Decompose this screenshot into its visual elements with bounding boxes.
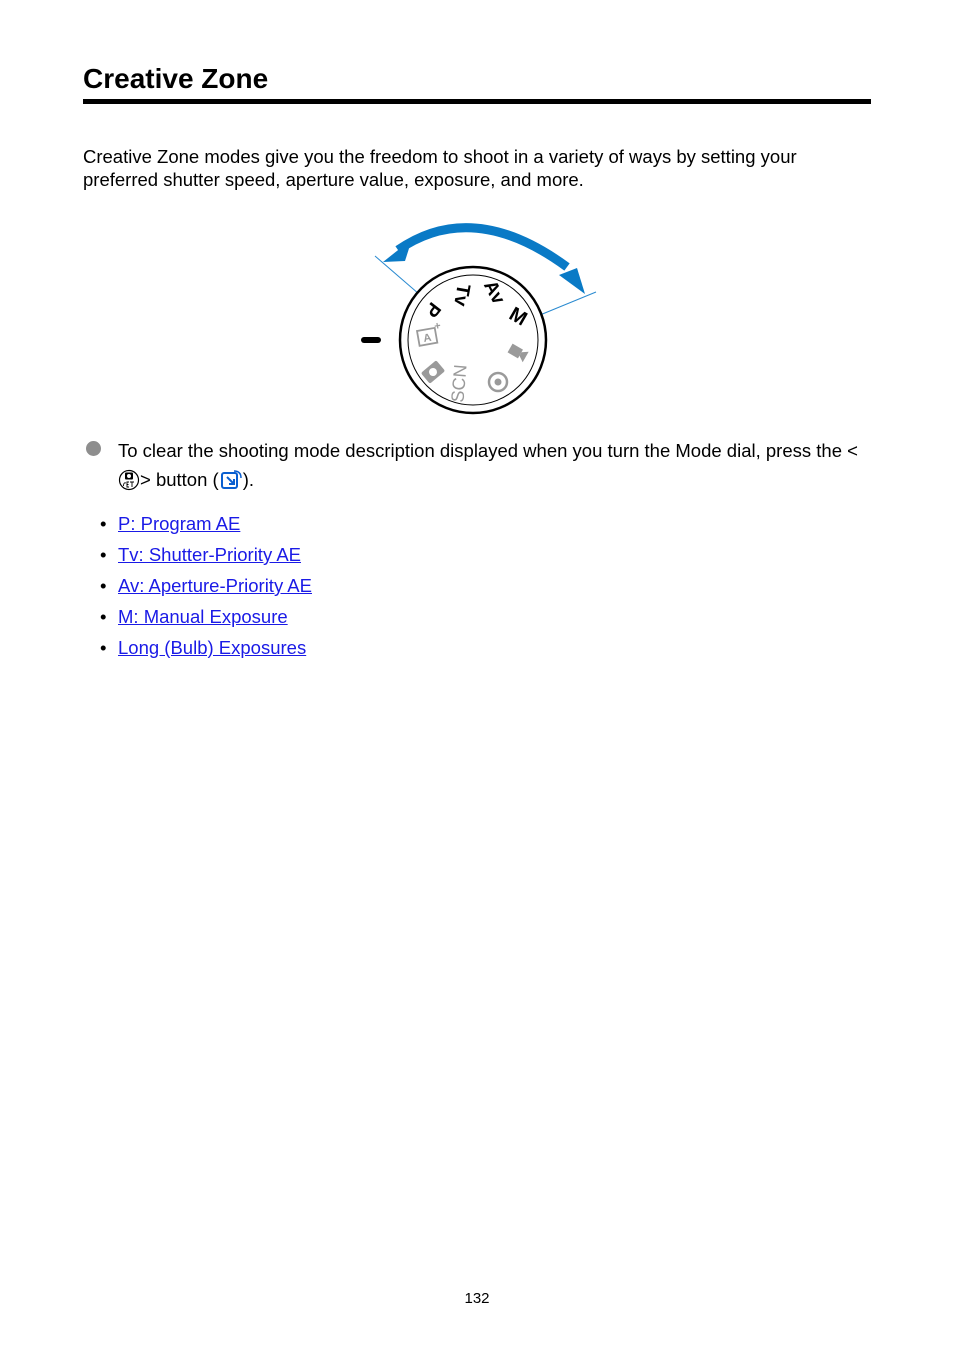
svg-text:+: + [433, 319, 442, 333]
link-aperture-priority-ae[interactable]: Av: Aperture-Priority AE [118, 575, 312, 596]
page-number: 132 [464, 1290, 490, 1307]
list-bullet: • [100, 544, 107, 565]
list-bullet: • [100, 637, 107, 658]
link-long-bulb-exposures[interactable]: Long (Bulb) Exposures [118, 637, 307, 658]
dial-mode-m: M [505, 303, 531, 331]
link-program-ae[interactable]: P: Program AE [118, 513, 241, 534]
arrow-head-right [559, 268, 585, 294]
list-item [100, 510, 312, 541]
list-bullet: • [100, 575, 107, 596]
mode-dial-illustration [355, 212, 605, 418]
list-item [100, 541, 312, 572]
list-item [100, 634, 312, 665]
rotation-arrow-icon [398, 228, 567, 267]
note-bullet [86, 441, 101, 456]
list-bullet: • [100, 606, 107, 627]
list-item [100, 572, 312, 603]
note-text-before: To clear the shooting mode description displayed when you turn the Mode dial, press the < [118, 440, 858, 461]
dial-mode-p: P [420, 297, 445, 321]
note-item [83, 436, 873, 494]
range-line-right [540, 292, 596, 315]
title-rule [83, 99, 871, 104]
q-set-button-icon [118, 469, 140, 491]
dial-index-mark [361, 337, 381, 343]
intro-paragraph: Creative Zone modes give you the freedom to shoot in a variety of ways by setting your preferred shutter speed, aperture value, exposure, and more. [83, 146, 797, 190]
range-line-left [375, 256, 419, 294]
note-text-middle: > button ( [140, 469, 219, 490]
list-bullet: • [100, 513, 107, 534]
link-manual-exposure[interactable]: M: Manual Exposure [118, 606, 288, 627]
related-links-list [100, 510, 312, 665]
dial-mode-av: Av [479, 277, 509, 308]
svg-text:A: A [422, 331, 433, 345]
dial-mode-scn: SCN [447, 363, 471, 404]
list-item [100, 603, 312, 634]
dial-mode-tv: Tv [449, 282, 474, 308]
page-title: Creative Zone [83, 63, 269, 94]
note-text [118, 436, 873, 494]
note-text-after: ). [242, 469, 254, 490]
touch-operation-icon [219, 469, 243, 491]
link-shutter-priority-ae[interactable]: Tv: Shutter-Priority AE [118, 544, 301, 565]
